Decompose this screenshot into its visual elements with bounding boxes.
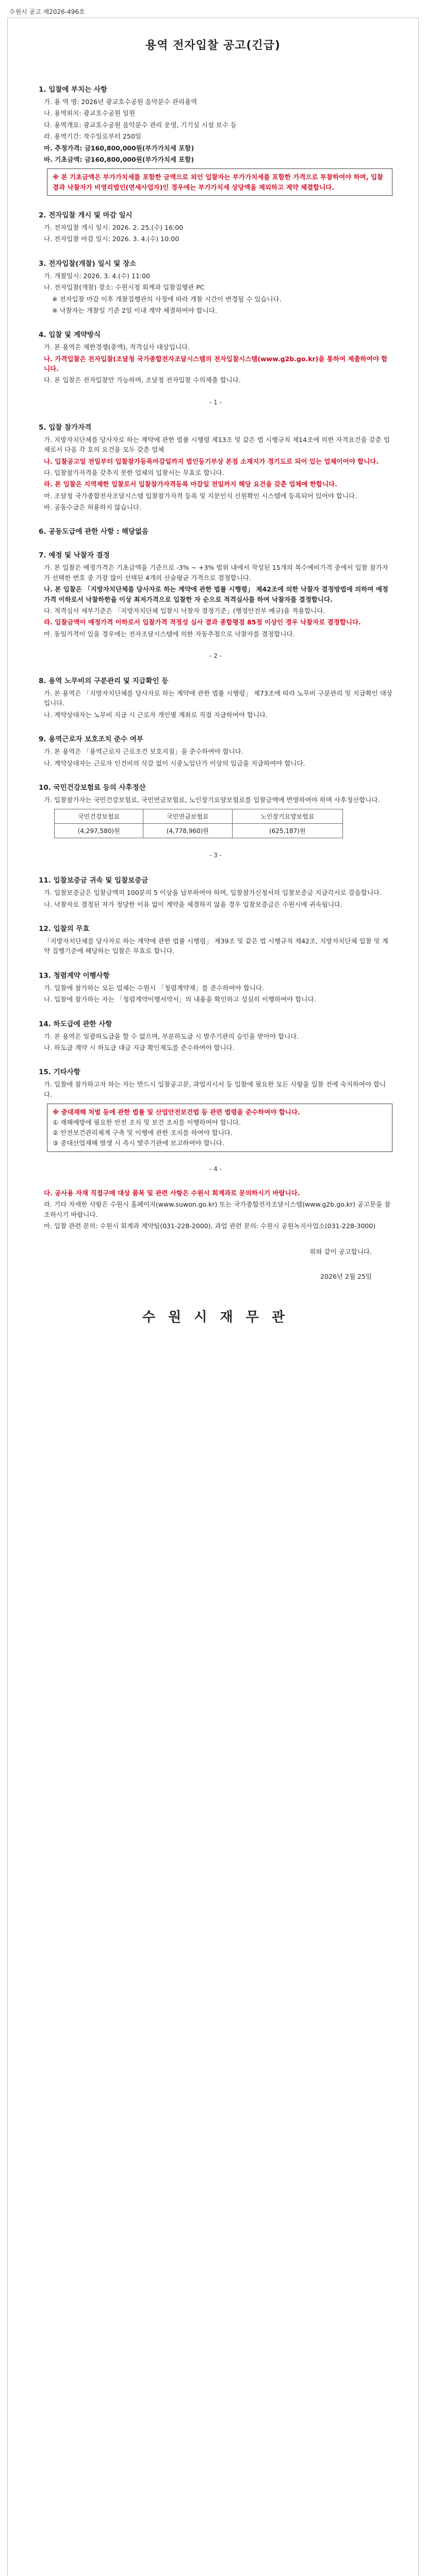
- table-header-row: [55, 809, 343, 824]
- safety-notice-line: ① 재해예방에 필요한 안전 조치 및 보건 조치를 이행하여야 합니다.: [53, 1118, 241, 1126]
- vat-note-box: ※ 본 기초금액은 부가가치세를 포함한 금액으로 외인 입찰자는 부가가치세를 포함한 가격으로 투찰하여야 하며, 입찰결과 낙찰자가 비영리법인(면세사업자)인 경우에는 부가가치세 상당액을 제외하고 계약 체결합니다.: [47, 168, 392, 196]
- s13-item: 가. 입찰에 참가하는 모든 업체는 수원시 「청렴계약제」를 준수하여야 합니다.: [44, 984, 264, 992]
- section-1: [39, 83, 392, 196]
- section-13-heading: 13. 청렴계약 이행사항: [39, 971, 110, 980]
- s11-item: 나. 낙찰자로 결정된 자가 정당한 이유 없이 계약을 체결하지 않을 경우 입찰보증금은 수원시에 귀속됩니다.: [44, 900, 342, 908]
- s14-item: 나. 하도급 계약 시 하도급 대금 지급 확인제도를 준수하여야 합니다.: [44, 1043, 235, 1052]
- section-12-heading: 12. 입찰의 무효: [39, 925, 90, 933]
- s3-item: ※ 낙찰자는 개찰일 기준 2일 이내 계약 체결하여야 합니다.: [52, 306, 217, 314]
- section-2: [39, 209, 392, 244]
- section-4: [39, 329, 392, 385]
- table-cell: (4,297,580)원: [55, 824, 143, 838]
- section-10: [39, 782, 392, 838]
- s11-item: 가. 입찰보증금은 입찰금액의 100분의 5 이상을 납부하여야 하며, 입찰참가신청서의 입찰보증금 지급각서로 갈음합니다.: [44, 889, 382, 897]
- table-cell: (625,187)원: [232, 824, 343, 838]
- s1-item: 다. 용역개요: 광교호수공원 음악분수 관리 운영, 기기실 시설 보수 등: [44, 121, 237, 129]
- safety-notice-line: ③ 중대산업재해 발생 시 즉시 발주기관에 보고하여야 합니다.: [53, 1139, 224, 1147]
- section-8: [39, 675, 392, 720]
- s5-item: 마. 조달청 국가종합전자조달시스템 입찰참가자격 등록 및 지문인식 신원확인 시스템에 등록되어 있어야 합니다.: [44, 492, 357, 500]
- section-6-heading: 6. 공동도급에 관한 사항 : 해당없음: [39, 528, 149, 536]
- s8-item: 가. 본 용역은 「지방자치단체를 당사자로 하는 계약에 관한 법률 시행령」 제73조에 따라 노무비 구분관리 및 지급확인 대상입니다.: [44, 689, 392, 707]
- s7-item: 라. 입찰금액이 예정가격 이하로서 입찰가격 적정성 심사 결과 종합평점 85점 이상인 경우 낙찰자로 결정합니다.: [44, 618, 361, 626]
- s3-item: ※ 전자입찰 마감 이후 개찰집행관의 사정에 따라 개찰 시간이 변경될 수 있습니다.: [52, 295, 282, 303]
- section-3: [39, 258, 392, 316]
- s8-item: 나. 계약상대자는 노무비 지급 시 근로자 개인별 계좌로 직접 지급하여야 합니다.: [44, 710, 268, 719]
- notice-date: 2026년 2월 25일: [320, 1272, 372, 1280]
- s3-item: 가. 개찰일시: 2026. 3. 4.(수) 11:00: [44, 272, 150, 280]
- notice-body: [8, 83, 418, 1326]
- section-2-heading: 2. 전자입찰 개시 및 마감 일시: [39, 211, 133, 219]
- page-number: - 1 -: [209, 398, 222, 406]
- s9-item: 나. 계약상대자는 근로자 인건비의 삭감 없이 시중노임단가 이상의 임금을 지급하여야 합니다.: [44, 759, 305, 767]
- s14-item: 가. 본 용역은 일괄하도급을 할 수 없으며, 부분하도급 시 발주기관의 승인을 받아야 합니다.: [44, 1032, 299, 1040]
- s12-item: 「지방자치단체를 당사자로 하는 계약에 관한 법률 시행령」 제39조 및 같은 법 시행규칙 제42조, 지방자치단체 입찰 및 계약 집행기준에 해당하는 입찰은 무효로 합니다.: [44, 937, 388, 955]
- section-4-heading: 4. 입찰 및 계약방식: [39, 331, 101, 340]
- safety-notice-box: [47, 1104, 392, 1152]
- notice-title: 용역 전자입찰 공고(긴급): [145, 39, 281, 52]
- closing-item: 라. 기타 자세한 사항은 수원시 홈페이지(www.suwon.go.kr) 또는 국가종합전자조달시스템(www.g2b.go.kr) 공고문을 참조하시기 바랍니다.: [44, 1200, 391, 1218]
- section-11: [39, 874, 392, 909]
- section-5: [39, 421, 392, 513]
- s1-item: 가. 용 역 명: 2026년 광교호수공원 음악분수 관리용역: [44, 98, 198, 106]
- notice-page: [7, 18, 419, 2576]
- section-closing: [39, 1188, 392, 1231]
- s7-item: 마. 동일가격이 있을 경우에는 전자조달시스템에 의한 자동추첨으로 낙찰자를 결정합니다.: [44, 630, 295, 638]
- s5-item: 다. 입찰참가자격을 갖추지 못한 업체의 입찰서는 무효로 합니다.: [44, 468, 224, 477]
- table-header-cell: 노인장기요양보험료: [232, 809, 343, 824]
- section-15: [39, 1066, 392, 1152]
- section-15-heading: 15. 기타사항: [39, 1068, 80, 1077]
- s5-item: 바. 공동수급은 허용하지 않습니다.: [44, 503, 141, 511]
- section-7: [39, 549, 392, 639]
- section-1-heading: 1. 입찰에 부치는 사항: [39, 86, 107, 94]
- section-14-heading: 14. 하도급에 관한 사항: [39, 1020, 112, 1028]
- section-13: [39, 970, 392, 1005]
- s15-item: 가. 입찰에 참가하고자 하는 자는 반드시 입찰공고문, 과업지시서 등 입찰에 필요한 모든 사항을 입찰 전에 숙지하여야 합니다.: [44, 1080, 386, 1098]
- s4-item: 나. 가격입찰은 전자입찰(조달청 국가종합전자조달시스템의 전자입찰시스템(www.g2b.go.kr)을 통하여 제출하여야 합니다.: [44, 354, 388, 372]
- page-number: - 2 -: [209, 652, 222, 659]
- document-number: 수원시 공고 제2026-496호: [9, 8, 85, 15]
- section-3-heading: 3. 전자입찰(개찰) 일시 및 장소: [39, 259, 137, 268]
- issuer-name: 수 원 시 재 무 관: [142, 1309, 289, 1325]
- s3-item: 나. 전자입찰(개찰) 장소: 수원시청 회계과 입찰집행관 PC: [44, 283, 205, 292]
- s1-item: 라. 용역기간: 착수일로부터 250일: [44, 132, 141, 141]
- section-7-heading: 7. 예정 및 낙찰자 결정: [39, 551, 110, 560]
- table-header-cell: 국민연금보험료: [143, 809, 232, 824]
- s10-item: 가. 입찰참가자는 국민건강보험료, 국민연금보험료, 노인장기요양보험료를 입찰금액에 반영하여야 하며 사후정산합니다.: [44, 795, 380, 804]
- section-14: [39, 1018, 392, 1053]
- s4-item: 다. 본 입찰은 전자입찰만 가능하며, 조달청 전자입찰 수의제출 합니다.: [44, 376, 241, 384]
- page-number: - 4 -: [209, 1165, 222, 1173]
- s7-item: 가. 본 입찰은 예정가격은 기초금액을 기준으로 -3% ~ +3% 범위 내에서 작성된 15개의 복수예비가격 중에서 입찰 참가자가 선택한 번호 중 가장 많이 선택된 4개의 산술평균 가격으로 결정합니다.: [44, 564, 388, 582]
- safety-notice-line: ※ 중대재해 처벌 등에 관한 법률 및 산업안전보건법 등 관련 법령을 준수하여야 합니다.: [53, 1108, 300, 1116]
- s5-item: 가. 지방자치단체를 당사자로 하는 계약에 관한 법률 시행령 제13조 및 같은 법 시행규칙 제14조에 의한 자격요건을 갖춘 업체로서 다음 각 호의 요건을 모두 갖춘 업체: [44, 435, 390, 454]
- s2-item: 가. 전자입찰 개시 일시: 2026. 2. 25.(수) 16:00: [44, 224, 184, 231]
- s7-item: 나. 본 입찰은 「지방자치단체를 당사자로 하는 계약에 관한 법률 시행령」 제42조에 의한 낙찰자 결정방법에 의하여 예정가격 이하로서 낙찰하한율 이상 최저가격으로 입찰한 자 순으로 적격심사를 하여 낙찰자를 결정합니다.: [44, 585, 388, 603]
- section-9: [39, 733, 392, 768]
- s5-item: 라. 본 입찰은 지역제한 입찰로서 입찰참가자격등록 마감일 전일까지 해당 요건을 갖춘 업체에 한합니다.: [44, 480, 337, 488]
- safety-notice-line: ② 안전보건관리체계 구축 및 이행에 관한 조치를 하여야 합니다.: [53, 1129, 233, 1137]
- closing-item: 다. 공사용 자재 직접구매 대상 품목 및 관련 사항은 수원시 회계과로 문의하시기 바랍니다.: [44, 1189, 300, 1197]
- s1-item: 바. 기초금액: 금160,800,000원(부가가치세 포함): [44, 155, 194, 163]
- table-row: [55, 824, 343, 838]
- s7-item: 다. 적격심사 세부기준은 「지방자치단체 입찰시 낙찰자 결정기준」(행정안전부 예규)을 적용합니다.: [44, 606, 325, 615]
- table-cell: (4,778,960)원: [143, 824, 232, 838]
- closing-item: 마. 입찰 관련 문의: 수원시 회계과 계약팀(031-228-2000), 과업 관련 문의: 수원시 공원녹지사업소(031-228-3000): [44, 1222, 376, 1230]
- s1-item: 나. 용역위치: 광교호수공원 일원: [44, 109, 136, 117]
- section-6: [39, 526, 392, 536]
- s1-item: 마. 추정가격: 금160,800,000원(부가가치세 포함): [44, 144, 194, 152]
- section-8-heading: 8. 용역 노무비의 구분관리 및 지급확인 등: [39, 677, 169, 685]
- s4-item: 가. 본 용역은 제한경쟁(총액), 적격심사 대상입니다.: [44, 343, 190, 351]
- s13-item: 나. 입찰에 참가하는 자는 「청렴계약이행서약서」의 내용을 확인하고 성실히 이행하여야 합니다.: [44, 995, 316, 1004]
- s2-item: 나. 전자입찰 마감 일시: 2026. 3. 4.(수) 10:00: [44, 235, 179, 243]
- insurance-table: [54, 809, 343, 838]
- s9-item: 가. 본 용역은 「용역근로자 근로조건 보호지침」을 준수하여야 합니다.: [44, 748, 243, 756]
- section-11-heading: 11. 입찰보증금 귀속 및 입찰보증금: [39, 876, 149, 885]
- s5-item: 나. 입찰공고일 전일부터 입찰참가등록마감일까지 법인등기부상 본점 소재지가 경기도로 되어 있는 업체이어야 합니다.: [44, 457, 379, 465]
- section-10-heading: 10. 국민건강보험료 등의 사후정산: [39, 783, 146, 792]
- section-5-heading: 5. 입찰 참가자격: [39, 423, 92, 432]
- page-number: - 3 -: [209, 852, 222, 859]
- section-9-heading: 9. 용역근로자 보호조치 준수 여부: [39, 735, 143, 744]
- closing-statement: 위와 같이 공고합니다.: [309, 1247, 372, 1256]
- section-12: [39, 923, 392, 956]
- table-header-cell: 국민건강보험료: [55, 809, 143, 824]
